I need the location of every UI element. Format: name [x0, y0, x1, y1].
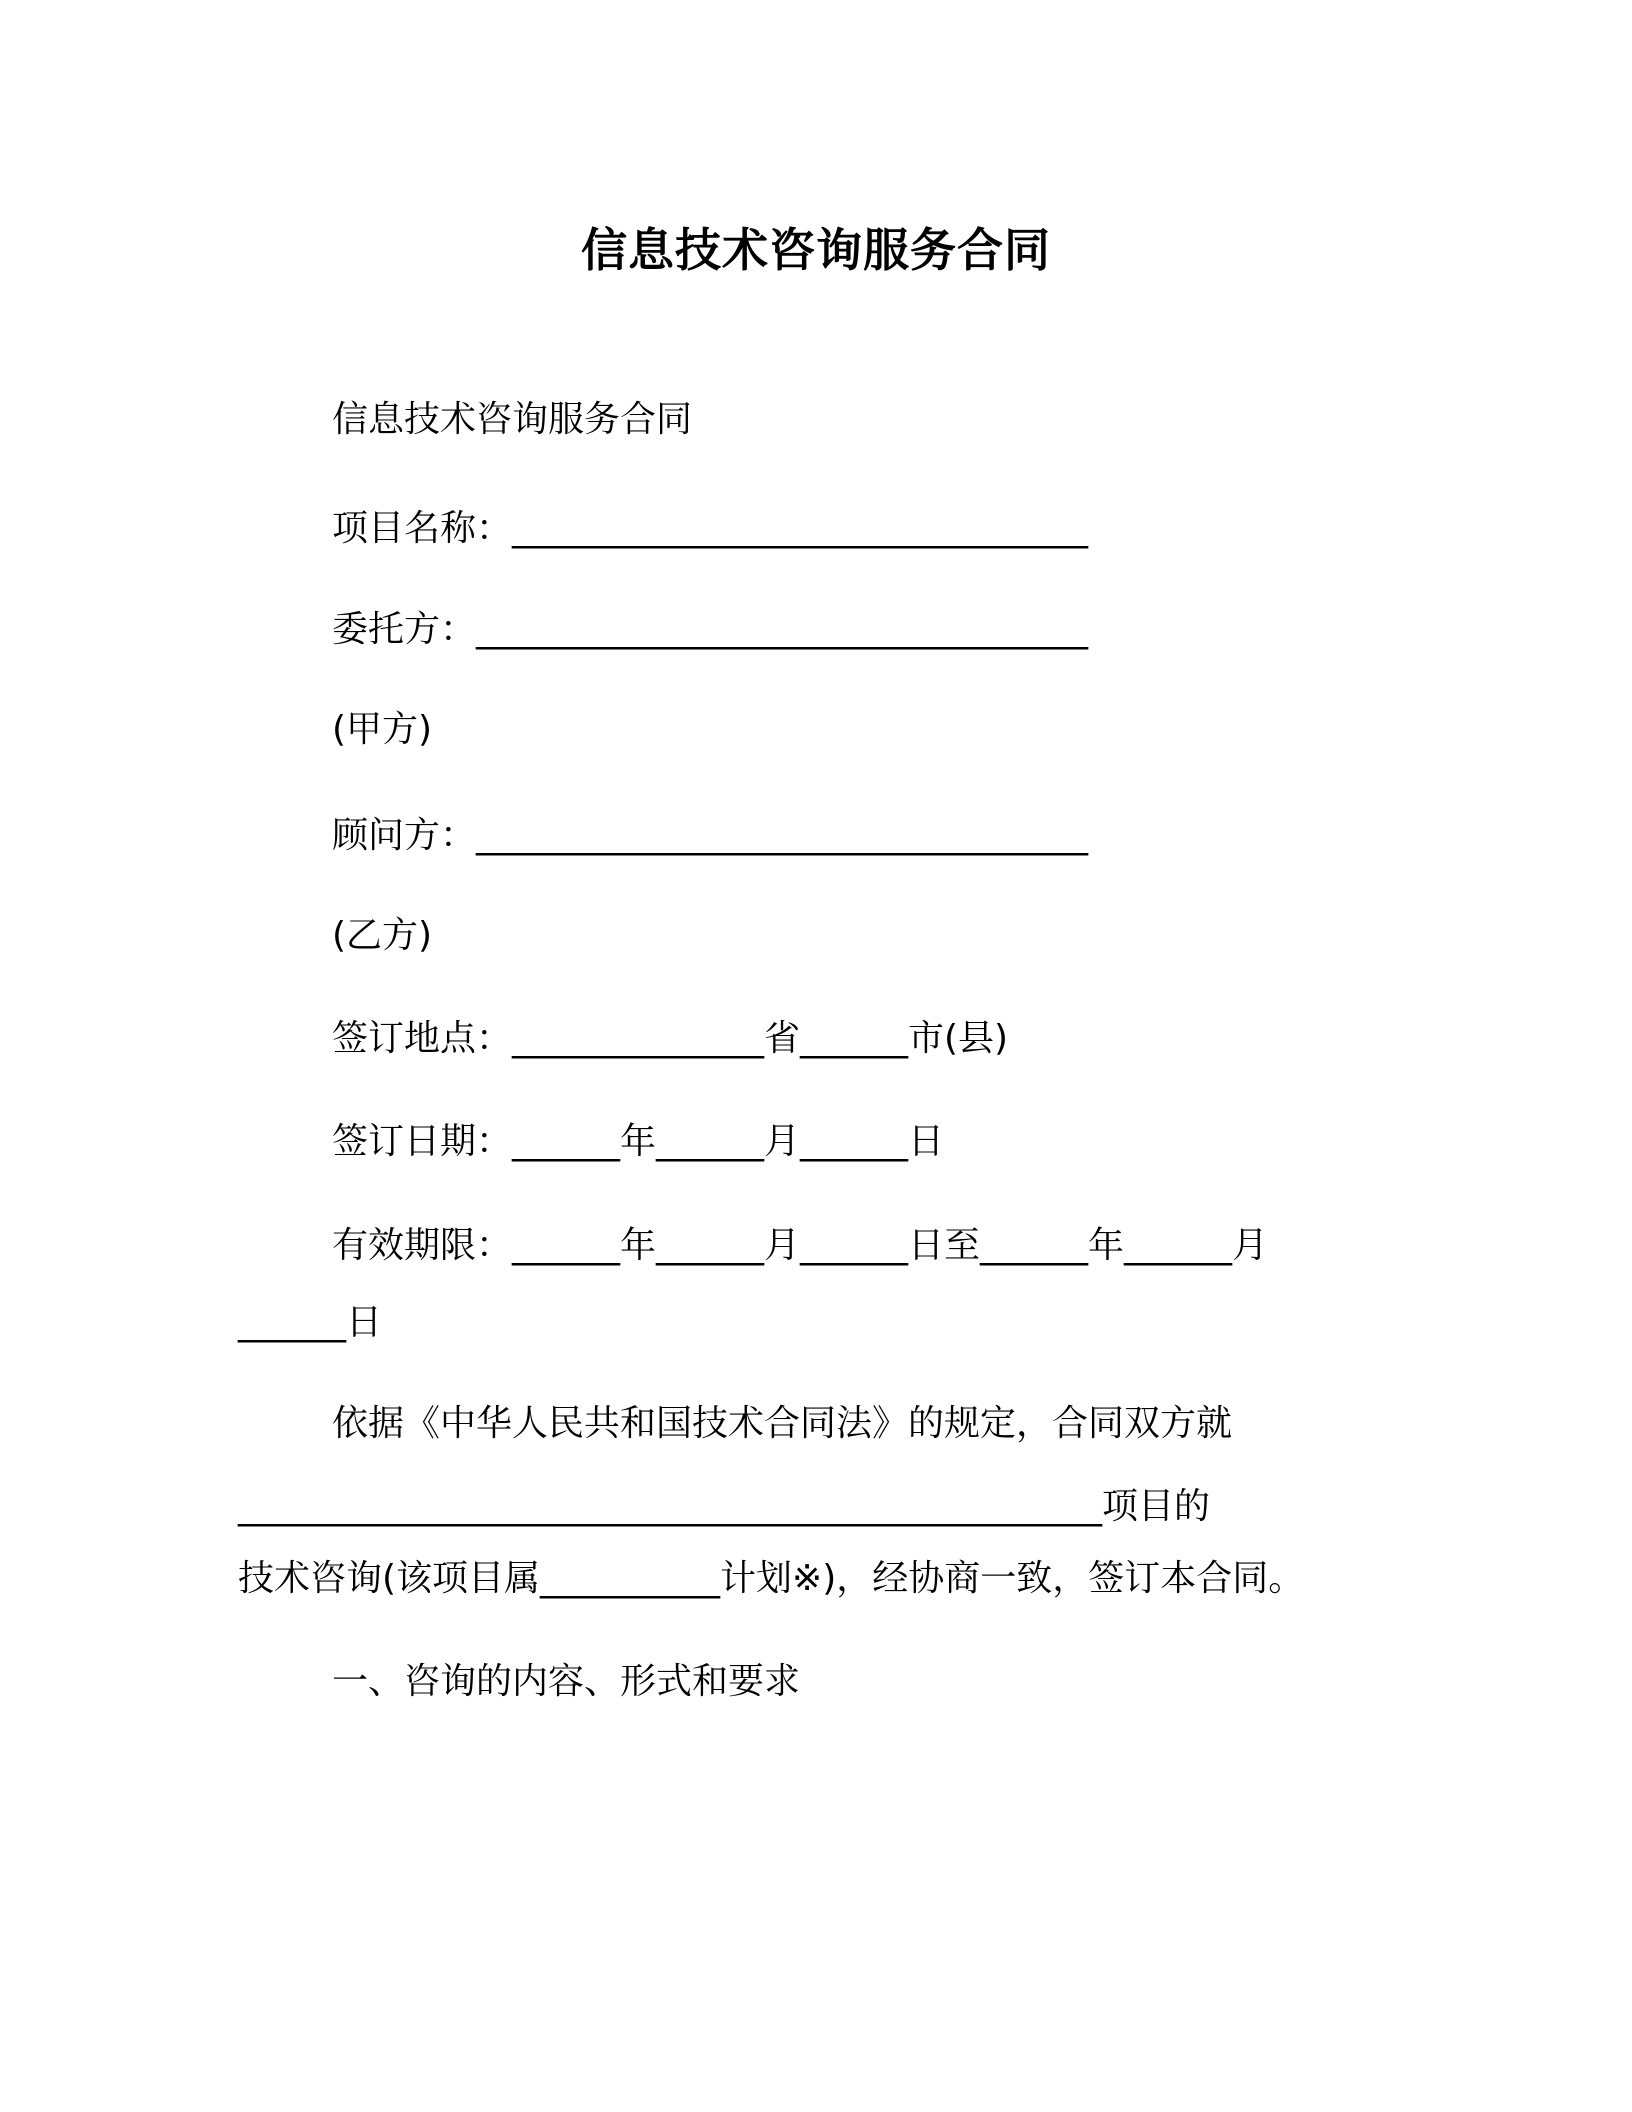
basis-line-2: ________________________________________________项目的 [238, 1486, 1211, 1527]
section-1-heading: 一、咨询的内容、形式和要求 [332, 1661, 801, 1702]
basis-line-1: 依据《中华人民共和国技术合同法》的规定，合同双方就 [332, 1403, 1233, 1444]
validity-line-2: ______日 [238, 1302, 383, 1343]
client-line: 委托方：__________________________________ [332, 609, 1089, 650]
document-title: 信息技术咨询服务合同 [581, 223, 1051, 277]
consultant-line: 顾问方：__________________________________ [332, 815, 1089, 856]
document-subtitle: 信息技术咨询服务合同 [332, 399, 693, 440]
signing-place-line: 签订地点：______________省______市(县) [332, 1018, 1009, 1059]
basis-line-3: 技术咨询(该项目属__________计划※)，经协商一致，签订本合同。 [238, 1558, 1305, 1599]
validity-line-1: 有效期限：______年______月______日至______年______月 [332, 1225, 1269, 1266]
consultant-role-label: (乙方) [332, 915, 433, 956]
project-name-line: 项目名称：________________________________ [332, 508, 1089, 549]
client-role-label: (甲方) [332, 709, 433, 750]
signing-date-line: 签订日期：______年______月______日 [332, 1121, 945, 1162]
